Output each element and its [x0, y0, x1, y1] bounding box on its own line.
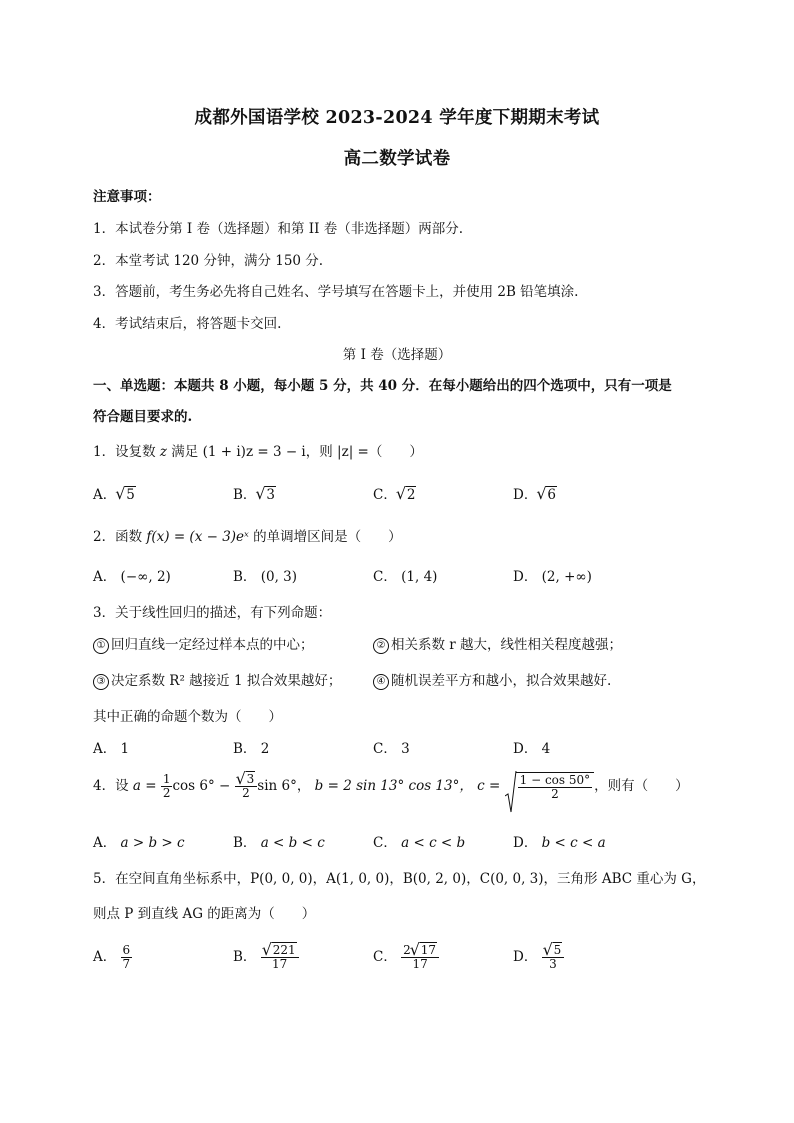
circle-1-icon: ① [93, 638, 109, 654]
q4-option-b[interactable]: B． a < b < c [233, 835, 325, 851]
q3-option-d[interactable]: D． 4 [513, 741, 551, 757]
question-4-stem: 4．设 a = $\frac{1}{2}$ cos 6° − √ $\frac{3}{2}$ sin 6°， b = 2 sin 13° cos 13°， c = $\frac{1 - \cos 50^\circ}{2}$ ，则有（ ） [93, 772, 689, 801]
radical-sign-icon [505, 770, 517, 814]
q1-option-d[interactable]: D．√ 6 [513, 483, 557, 503]
q1-tail: ，则 |z| =（ ） [305, 444, 423, 460]
q1-mid: 满足 [167, 444, 203, 460]
q4-c-radical: $\frac{1 - \cos 50^\circ}{2}$ [505, 772, 595, 801]
q1-option-a[interactable]: A．√ 5 [93, 483, 136, 503]
q4-frac-half: $\frac{1}{2}$ [162, 772, 171, 801]
q5-option-d[interactable]: D． √ $\frac{5}{3}$ [513, 944, 564, 971]
q1-equation: (1 + i)z = 3 − i [202, 444, 306, 460]
circle-3-icon: ③ [93, 674, 109, 690]
q5-option-b[interactable]: B． √ $\frac{221}{17}$ [233, 944, 299, 971]
q3-proposition-3: ③ 决定系数 R² 越接近 1 拟合效果越好； [93, 669, 341, 690]
notice-item-3: 3．答题前，考生务必先将自己姓名、学号填写在答题卡上，并使用 2B 铅笔填涂. [93, 284, 579, 300]
q5-option-a[interactable]: A． $\frac{6}{7}$ [93, 943, 131, 972]
notice-heading: 注意事项： [93, 189, 161, 205]
q3-proposition-1: ① 回归直线一定经过样本点的中心； [93, 633, 314, 654]
q4-option-d[interactable]: D． b < c < a [513, 835, 606, 851]
section-intro-line1: 一、单选题：本题共 8 小题，每小题 5 分，共 40 分．在每小题给出的四个选项中，只有一项是 [93, 378, 672, 394]
q2-option-a[interactable]: A． (−∞, 2) [93, 569, 171, 585]
question-2-stem: 2．函数 f(x) = (x − 3)eˣ 的单调增区间是（ ） [93, 529, 402, 545]
question-5-line2: 则点 P 到直线 AG 的距离为（ ） [93, 906, 316, 922]
q3-question: 其中正确的命题个数为（ ） [93, 709, 282, 725]
notice-item-1: 1．本试卷分第 I 卷（选择题）和第 II 卷（非选择题）两部分. [93, 221, 464, 237]
q4-frac-root3: √ $\frac{3}{2}$ [235, 773, 258, 800]
q2-option-b[interactable]: B． (0, 3) [233, 569, 298, 585]
exam-title: 成都外国语学校 2023-2024 学年度下期期末考试 [194, 108, 600, 128]
question-3-stem: 3．关于线性回归的描述，有下列命题： [93, 605, 332, 621]
q5-option-c[interactable]: C． $\frac{2√ 17}{17}$ [373, 944, 439, 971]
q2-option-c[interactable]: C． (1, 4) [373, 569, 438, 585]
notice-item-4: 4．考试结束后，将答题卡交回. [93, 316, 282, 332]
q2-function: f(x) = (x − 3)eˣ [146, 529, 249, 545]
exam-subtitle: 高二数学试卷 [343, 149, 451, 169]
circle-2-icon: ② [373, 638, 389, 654]
q3-option-c[interactable]: C． 3 [373, 741, 410, 757]
q1-option-b[interactable]: B．√ 3 [233, 483, 276, 503]
q3-option-b[interactable]: B． 2 [233, 741, 270, 757]
q4-option-a[interactable]: A． a > b > c [93, 835, 185, 851]
section-title: 第 I 卷（选择题） [342, 347, 452, 363]
question-5-line1: 5．在空间直角坐标系中，P(0, 0, 0)，A(1, 0, 0)，B(0, 2, 0)，C(0, 0, 3)，三角形 ABC 重心为 G， [93, 871, 706, 887]
q1-prefix: 1．设复数 [93, 444, 160, 460]
q4-c-lhs: c = [477, 778, 501, 795]
q1-var: z [159, 444, 168, 460]
q4-a-lhs: a = [132, 778, 157, 795]
q4-b-expr: b = 2 sin 13° cos 13°， [314, 778, 473, 795]
section-intro-line2: 符合题目要求的. [93, 409, 193, 425]
q3-option-a[interactable]: A． 1 [93, 741, 130, 757]
circle-4-icon: ④ [373, 674, 389, 690]
q3-proposition-4: ④ 随机误差平方和越小，拟合效果越好. [373, 669, 611, 690]
q4-option-c[interactable]: C． a < c < b [373, 835, 466, 851]
notice-item-2: 2．本堂考试 120 分钟，满分 150 分. [93, 253, 324, 269]
q2-option-d[interactable]: D． (2, +∞) [513, 569, 592, 585]
question-1-stem [93, 440, 423, 460]
q1-option-c[interactable]: C．√ 2 [373, 483, 416, 503]
q3-proposition-2: ② 相关系数 r 越大，线性相关程度越强； [373, 633, 622, 654]
